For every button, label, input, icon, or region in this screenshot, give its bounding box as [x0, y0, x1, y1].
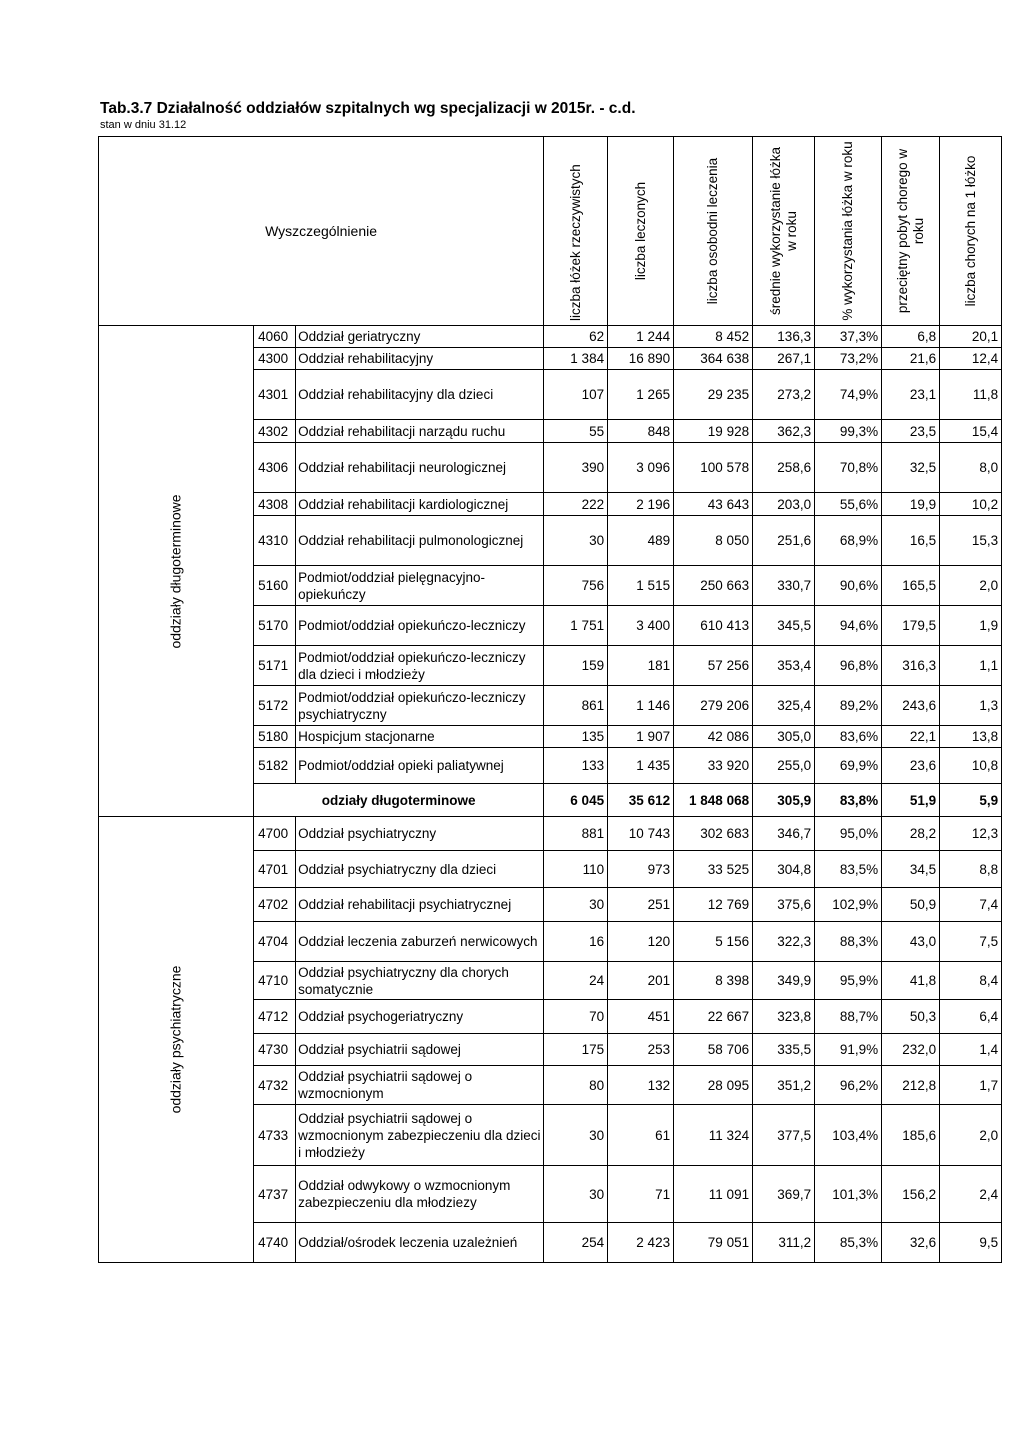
- row-code: 5180: [254, 726, 296, 748]
- row-value-3: 302 683: [674, 817, 753, 851]
- row-value-6: 19,9: [882, 493, 940, 516]
- row-value-1: 16: [544, 922, 608, 962]
- row-value-6: 32,5: [882, 443, 940, 493]
- row-value-4: 369,7: [753, 1166, 815, 1223]
- row-value-5: 94,6%: [815, 606, 882, 646]
- row-value-1: 107: [544, 370, 608, 420]
- row-value-4: 346,7: [753, 817, 815, 851]
- row-code: 4712: [254, 1000, 296, 1034]
- row-value-1: 110: [544, 851, 608, 888]
- row-value-3: 11 091: [674, 1166, 753, 1223]
- row-value-1: 24: [544, 962, 608, 1000]
- row-name: Oddział rehabilitacyjny dla dzieci: [296, 370, 544, 420]
- row-value-3: 19 928: [674, 420, 753, 443]
- row-value-7: 8,8: [940, 851, 1002, 888]
- row-name: Podmiot/oddział opiekuńczo-leczniczy dla dzieci i młodzieży: [296, 646, 544, 686]
- row-code: 4302: [254, 420, 296, 443]
- row-name: Oddział leczenia zaburzeń nerwicowych: [296, 922, 544, 962]
- row-name: Oddział psychiatrii sądowej o wzmocnionym: [296, 1066, 544, 1105]
- row-value-1: 254: [544, 1223, 608, 1263]
- row-code: 4740: [254, 1223, 296, 1263]
- row-value-3: 12 769: [674, 888, 753, 922]
- row-value-6: 243,6: [882, 686, 940, 726]
- row-value-3: 42 086: [674, 726, 753, 748]
- row-value-5: 68,9%: [815, 516, 882, 566]
- row-code: 4730: [254, 1034, 296, 1066]
- row-value-1: 62: [544, 326, 608, 348]
- row-value-5: 95,9%: [815, 962, 882, 1000]
- row-name: Podmiot/oddział opiekuńczo-leczniczy psychiatryczny: [296, 686, 544, 726]
- row-value-3: 8 050: [674, 516, 753, 566]
- header-col-3: [674, 137, 753, 326]
- row-value-1: 175: [544, 1034, 608, 1066]
- row-value-4: 345,5: [753, 606, 815, 646]
- row-value-7: 1,9: [940, 606, 1002, 646]
- row-value-6: 22,1: [882, 726, 940, 748]
- row-value-3: 5 156: [674, 922, 753, 962]
- row-value-2: 132: [608, 1066, 674, 1105]
- row-name: Oddział rehabilitacji kardiologicznej: [296, 493, 544, 516]
- row-value-5: 74,9%: [815, 370, 882, 420]
- row-value-5: 99,3%: [815, 420, 882, 443]
- row-value-2: 3 400: [608, 606, 674, 646]
- row-value-3: 364 638: [674, 348, 753, 370]
- row-value-2: 181: [608, 646, 674, 686]
- row-name: Oddział rehabilitacji pulmonologicznej: [296, 516, 544, 566]
- row-code: 4732: [254, 1066, 296, 1105]
- row-value-4: 377,5: [753, 1105, 815, 1166]
- row-value-4: 255,0: [753, 748, 815, 784]
- row-value-6: 23,6: [882, 748, 940, 784]
- row-value-4: 362,3: [753, 420, 815, 443]
- statistics-table: [98, 136, 1002, 1263]
- row-value-3: 58 706: [674, 1034, 753, 1066]
- summary-value-3: 1 848 068: [674, 784, 753, 817]
- row-value-4: 330,7: [753, 566, 815, 606]
- row-value-4: 353,4: [753, 646, 815, 686]
- row-value-2: 10 743: [608, 817, 674, 851]
- row-value-3: 8 398: [674, 962, 753, 1000]
- row-value-5: 55,6%: [815, 493, 882, 516]
- row-value-7: 8,0: [940, 443, 1002, 493]
- row-value-6: 28,2: [882, 817, 940, 851]
- row-value-3: 28 095: [674, 1066, 753, 1105]
- row-value-1: 1 384: [544, 348, 608, 370]
- header-col-6: [882, 137, 940, 326]
- row-value-2: 489: [608, 516, 674, 566]
- row-code: 4301: [254, 370, 296, 420]
- header-col-2-label: liczba leczonych: [632, 181, 648, 281]
- row-value-6: 50,3: [882, 1000, 940, 1034]
- row-value-5: 83,6%: [815, 726, 882, 748]
- row-value-1: 133: [544, 748, 608, 784]
- row-code: 4733: [254, 1105, 296, 1166]
- row-value-7: 7,4: [940, 888, 1002, 922]
- row-code: 4308: [254, 493, 296, 516]
- row-value-2: 848: [608, 420, 674, 443]
- row-value-1: 1 751: [544, 606, 608, 646]
- header-col-6-label: przeciętny pobyt chorego w roku: [894, 148, 926, 314]
- row-value-4: 267,1: [753, 348, 815, 370]
- row-value-6: 165,5: [882, 566, 940, 606]
- row-value-6: 50,9: [882, 888, 940, 922]
- row-value-2: 120: [608, 922, 674, 962]
- row-value-3: 22 667: [674, 1000, 753, 1034]
- row-value-5: 88,7%: [815, 1000, 882, 1034]
- row-value-4: 323,8: [753, 1000, 815, 1034]
- row-value-4: 305,0: [753, 726, 815, 748]
- row-value-2: 253: [608, 1034, 674, 1066]
- row-name: Oddział rehabilitacji psychiatrycznej: [296, 888, 544, 922]
- row-value-3: 57 256: [674, 646, 753, 686]
- header-col-1-label: liczba łóżek rzeczywistych: [567, 164, 583, 321]
- row-value-5: 83,5%: [815, 851, 882, 888]
- row-value-1: 881: [544, 817, 608, 851]
- header-col-1: [544, 137, 608, 326]
- summary-value-4: 305,9: [753, 784, 815, 817]
- row-value-1: 30: [544, 516, 608, 566]
- row-value-6: 34,5: [882, 851, 940, 888]
- row-value-7: 10,8: [940, 748, 1002, 784]
- row-value-7: 2,4: [940, 1166, 1002, 1223]
- header-col-5-label: % wykorzystania łóżka w roku: [840, 141, 856, 321]
- table-row: [99, 326, 1002, 348]
- row-value-5: 101,3%: [815, 1166, 882, 1223]
- row-value-4: 375,6: [753, 888, 815, 922]
- row-value-7: 11,8: [940, 370, 1002, 420]
- group-label: oddziały psychiatryczne: [167, 965, 184, 1114]
- row-code: 5160: [254, 566, 296, 606]
- header-col-7-label: liczba chorych na 1 łóżko: [962, 155, 978, 307]
- row-code: 4700: [254, 817, 296, 851]
- row-code: 5170: [254, 606, 296, 646]
- row-value-4: 311,2: [753, 1223, 815, 1263]
- row-value-4: 251,6: [753, 516, 815, 566]
- summary-value-2: 35 612: [608, 784, 674, 817]
- row-value-2: 201: [608, 962, 674, 1000]
- row-value-2: 1 435: [608, 748, 674, 784]
- row-value-7: 6,4: [940, 1000, 1002, 1034]
- row-value-3: 11 324: [674, 1105, 753, 1166]
- row-value-5: 88,3%: [815, 922, 882, 962]
- row-code: 4060: [254, 326, 296, 348]
- row-value-7: 1,7: [940, 1066, 1002, 1105]
- row-name: Oddział psychiatryczny: [296, 817, 544, 851]
- row-value-4: 273,2: [753, 370, 815, 420]
- row-value-2: 451: [608, 1000, 674, 1034]
- row-value-1: 222: [544, 493, 608, 516]
- row-value-2: 16 890: [608, 348, 674, 370]
- row-value-2: 1 907: [608, 726, 674, 748]
- table-row: [99, 817, 1002, 851]
- row-value-4: 335,5: [753, 1034, 815, 1066]
- row-code: 5172: [254, 686, 296, 726]
- row-value-3: 100 578: [674, 443, 753, 493]
- row-value-5: 95,0%: [815, 817, 882, 851]
- row-value-6: 16,5: [882, 516, 940, 566]
- row-value-5: 85,3%: [815, 1223, 882, 1263]
- row-value-6: 32,6: [882, 1223, 940, 1263]
- row-name: Oddział psychiatryczny dla dzieci: [296, 851, 544, 888]
- row-value-2: 251: [608, 888, 674, 922]
- row-name: Oddział psychiatrii sądowej o wzmocnionym zabezpieczeniu dla dzieci i młodzieży: [296, 1105, 544, 1166]
- row-value-7: 7,5: [940, 922, 1002, 962]
- row-name: Oddział psychogeriatryczny: [296, 1000, 544, 1034]
- row-value-3: 79 051: [674, 1223, 753, 1263]
- row-value-6: 212,8: [882, 1066, 940, 1105]
- row-code: 4710: [254, 962, 296, 1000]
- row-value-7: 12,4: [940, 348, 1002, 370]
- row-value-4: 304,8: [753, 851, 815, 888]
- summary-value-7: 5,9: [940, 784, 1002, 817]
- row-value-1: 756: [544, 566, 608, 606]
- row-name: Oddział geriatryczny: [296, 326, 544, 348]
- group-label-cell: [99, 326, 254, 817]
- row-value-2: 973: [608, 851, 674, 888]
- row-name: Oddział psychiatrii sądowej: [296, 1034, 544, 1066]
- summary-value-6: 51,9: [882, 784, 940, 817]
- row-value-6: 316,3: [882, 646, 940, 686]
- row-value-6: 6,8: [882, 326, 940, 348]
- header-col-5: [815, 137, 882, 326]
- row-value-5: 96,2%: [815, 1066, 882, 1105]
- table-body: [99, 326, 1002, 1263]
- row-value-7: 12,3: [940, 817, 1002, 851]
- row-code: 4701: [254, 851, 296, 888]
- row-value-6: 23,5: [882, 420, 940, 443]
- row-value-4: 351,2: [753, 1066, 815, 1105]
- summary-value-1: 6 045: [544, 784, 608, 817]
- row-value-7: 9,5: [940, 1223, 1002, 1263]
- row-name: Oddział rehabilitacji neurologicznej: [296, 443, 544, 493]
- header-col-4: [753, 137, 815, 326]
- row-code: 5171: [254, 646, 296, 686]
- row-value-7: 15,3: [940, 516, 1002, 566]
- row-code: 4310: [254, 516, 296, 566]
- row-value-6: 43,0: [882, 922, 940, 962]
- row-name: Oddział rehabilitacji narządu ruchu: [296, 420, 544, 443]
- row-value-6: 23,1: [882, 370, 940, 420]
- header-col-2: [608, 137, 674, 326]
- header-col-4-label: średnie wykorzystanie łóżka w roku: [767, 146, 799, 316]
- row-value-5: 91,9%: [815, 1034, 882, 1066]
- row-value-2: 61: [608, 1105, 674, 1166]
- row-value-5: 37,3%: [815, 326, 882, 348]
- row-code: 4306: [254, 443, 296, 493]
- row-value-5: 89,2%: [815, 686, 882, 726]
- row-code: 4704: [254, 922, 296, 962]
- group-label-cell: [99, 817, 254, 1263]
- row-name: Oddział psychiatryczny dla chorych somatycznie: [296, 962, 544, 1000]
- row-value-1: 861: [544, 686, 608, 726]
- row-value-6: 41,8: [882, 962, 940, 1000]
- row-value-1: 55: [544, 420, 608, 443]
- row-value-1: 30: [544, 1166, 608, 1223]
- row-code: 4737: [254, 1166, 296, 1223]
- row-value-3: 250 663: [674, 566, 753, 606]
- row-code: 5182: [254, 748, 296, 784]
- row-value-7: 10,2: [940, 493, 1002, 516]
- row-value-4: 203,0: [753, 493, 815, 516]
- row-value-6: 21,6: [882, 348, 940, 370]
- row-value-2: 1 265: [608, 370, 674, 420]
- row-value-1: 135: [544, 726, 608, 748]
- row-name: Hospicjum stacjonarne: [296, 726, 544, 748]
- row-value-6: 185,6: [882, 1105, 940, 1166]
- row-value-5: 102,9%: [815, 888, 882, 922]
- row-value-7: 1,3: [940, 686, 1002, 726]
- row-value-7: 2,0: [940, 566, 1002, 606]
- row-value-5: 70,8%: [815, 443, 882, 493]
- row-value-4: 322,3: [753, 922, 815, 962]
- row-value-6: 232,0: [882, 1034, 940, 1066]
- row-name: Podmiot/oddział opieki paliatywnej: [296, 748, 544, 784]
- row-code: 4702: [254, 888, 296, 922]
- summary-label: odziały długoterminowe: [254, 784, 544, 817]
- row-value-3: 33 920: [674, 748, 753, 784]
- row-value-2: 3 096: [608, 443, 674, 493]
- row-value-7: 13,8: [940, 726, 1002, 748]
- row-value-2: 1 244: [608, 326, 674, 348]
- row-value-4: 258,6: [753, 443, 815, 493]
- row-value-5: 96,8%: [815, 646, 882, 686]
- row-value-3: 29 235: [674, 370, 753, 420]
- row-value-2: 71: [608, 1166, 674, 1223]
- row-value-6: 179,5: [882, 606, 940, 646]
- row-value-3: 8 452: [674, 326, 753, 348]
- row-value-1: 80: [544, 1066, 608, 1105]
- row-value-4: 136,3: [753, 326, 815, 348]
- row-value-3: 279 206: [674, 686, 753, 726]
- row-value-1: 390: [544, 443, 608, 493]
- group-label: oddziały długoterminowe: [167, 493, 184, 649]
- row-name: Oddział odwykowy o wzmocnionym zabezpieczeniu dla młodziezy: [296, 1166, 544, 1223]
- row-value-4: 349,9: [753, 962, 815, 1000]
- header-col-3-label: liczba osobodni leczenia: [705, 157, 721, 305]
- row-value-7: 20,1: [940, 326, 1002, 348]
- row-value-3: 610 413: [674, 606, 753, 646]
- row-value-7: 15,4: [940, 420, 1002, 443]
- row-value-7: 8,4: [940, 962, 1002, 1000]
- row-value-2: 2 196: [608, 493, 674, 516]
- row-value-1: 30: [544, 1105, 608, 1166]
- header-col-7: [940, 137, 1002, 326]
- row-value-3: 33 525: [674, 851, 753, 888]
- row-value-6: 156,2: [882, 1166, 940, 1223]
- row-name: Podmiot/oddział opiekuńczo-leczniczy: [296, 606, 544, 646]
- row-value-5: 103,4%: [815, 1105, 882, 1166]
- row-value-7: 2,0: [940, 1105, 1002, 1166]
- row-value-7: 1,4: [940, 1034, 1002, 1066]
- row-value-7: 1,1: [940, 646, 1002, 686]
- row-value-2: 1 515: [608, 566, 674, 606]
- row-value-2: 1 146: [608, 686, 674, 726]
- header-label: Wyszczególnienie: [99, 137, 544, 326]
- row-value-5: 69,9%: [815, 748, 882, 784]
- row-value-4: 325,4: [753, 686, 815, 726]
- row-name: Oddział/ośrodek leczenia uzależnień: [296, 1223, 544, 1263]
- row-name: Podmiot/oddział pielęgnacyjno-opiekuńczy: [296, 566, 544, 606]
- row-name: Oddział rehabilitacyjny: [296, 348, 544, 370]
- row-value-5: 73,2%: [815, 348, 882, 370]
- row-value-1: 70: [544, 1000, 608, 1034]
- row-value-1: 30: [544, 888, 608, 922]
- page-subtitle: stan w dniu 31.12: [100, 119, 187, 131]
- row-value-3: 43 643: [674, 493, 753, 516]
- summary-value-5: 83,8%: [815, 784, 882, 817]
- row-value-1: 159: [544, 646, 608, 686]
- row-code: 4300: [254, 348, 296, 370]
- row-value-5: 90,6%: [815, 566, 882, 606]
- header-row: [99, 137, 1002, 326]
- row-value-2: 2 423: [608, 1223, 674, 1263]
- page-title: Tab.3.7 Działalność oddziałów szpitalnych wg specjalizacji w 2015r. - c.d.: [100, 100, 636, 117]
